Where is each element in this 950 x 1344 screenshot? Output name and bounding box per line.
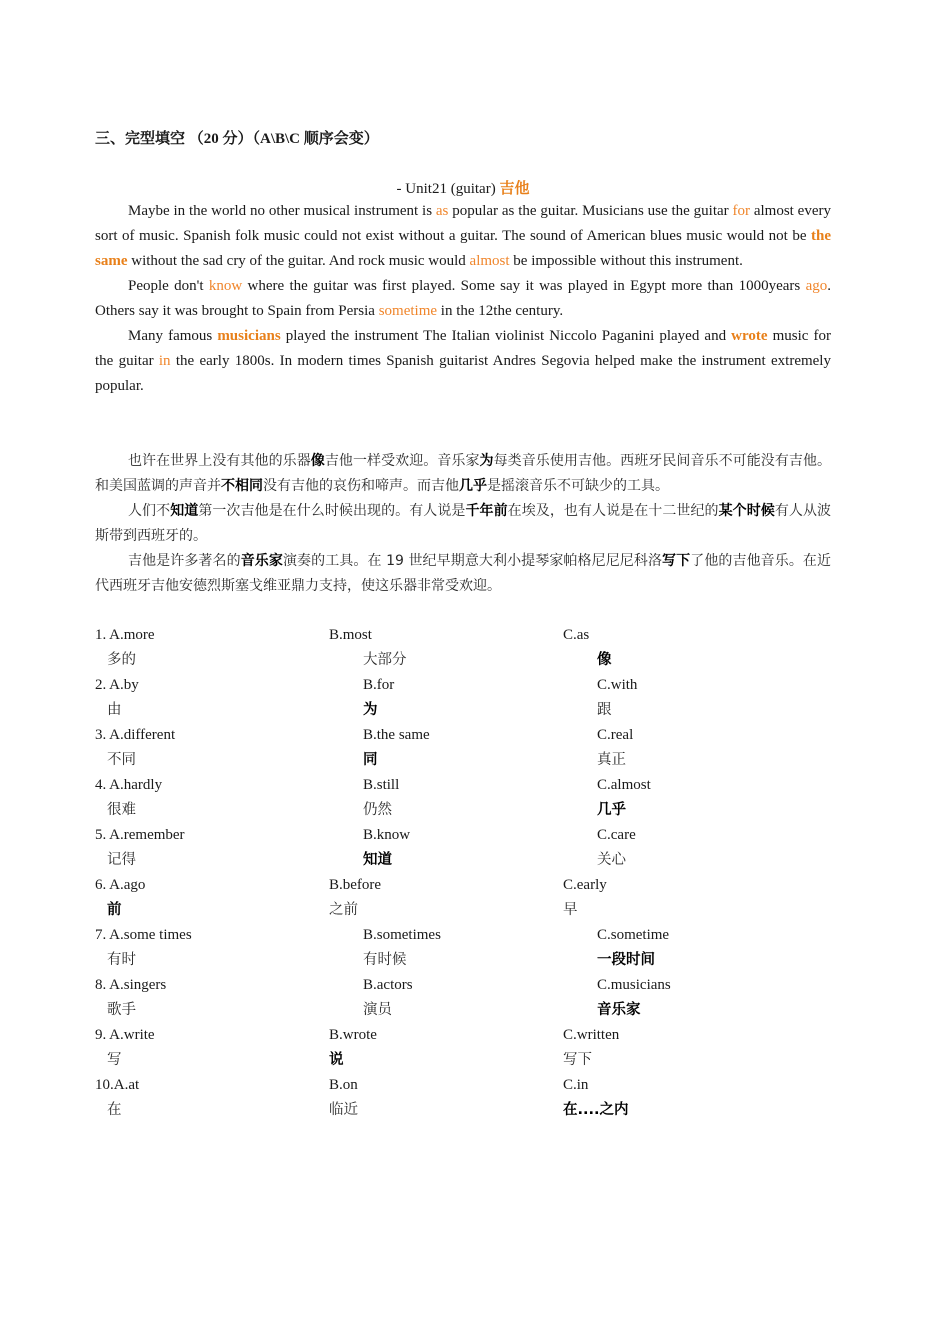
text-run: 了他的吉他音乐。在近代西班牙吉他安德烈斯塞戈维亚鼎力支持，使这乐器非常受欢迎。 [95, 553, 832, 594]
english-paragraph-2 [95, 274, 831, 324]
answer-word: almost [469, 253, 510, 269]
option-5-c: C.care [597, 827, 636, 843]
option-3-c-meaning: 真正 [597, 752, 626, 768]
option-1-c: C.as [563, 627, 590, 643]
answer-word: the same [95, 228, 831, 269]
section-heading: 三、完型填空 （20 分）（A\B\C 顺序会变） [95, 131, 379, 147]
option-6-b: B.before [329, 877, 382, 893]
answer-word: musicians [217, 328, 281, 344]
text-run: the early 1800s. In modern times Spanish guitarist Andres Segovia helped make the instrument extremely popular. [95, 353, 831, 394]
option-8-c-meaning: 音乐家 [597, 1002, 641, 1018]
chinese-translation [95, 449, 831, 599]
option-7-a-meaning: 有时 [107, 952, 136, 968]
option-3-a-meaning: 不同 [107, 752, 136, 768]
option-2-c-meaning: 跟 [597, 702, 612, 718]
english-paragraph-1 [95, 199, 831, 274]
option-1-b: B.most [329, 627, 372, 643]
answer-word: 写下 [662, 553, 691, 569]
option-10-c-meaning: 在....之内 [563, 1102, 629, 1118]
title-cn: 吉他 [499, 181, 530, 197]
option-9-c: C.written [563, 1027, 620, 1043]
text-run: played the instrument The Italian violinist Niccolo Paganini played and [280, 328, 732, 344]
text-run: Many famous [128, 328, 218, 344]
passage-title [0, 177, 926, 198]
option-8-a-meaning: 歌手 [107, 1002, 136, 1018]
option-5-b: B.know [363, 827, 411, 843]
option-1-c-meaning: 像 [597, 652, 612, 668]
text-run: in the 12the century. [437, 303, 564, 319]
option-6-a: 6. A.ago [95, 877, 146, 893]
option-4-c-meaning: 几乎 [597, 802, 626, 818]
option-8-c: C.musicians [597, 977, 671, 993]
answer-word: ago [805, 278, 828, 294]
text-run: almost every sort of music. Spanish folk music could not exist without a guitar. The sound of American blues music would not be [95, 203, 831, 244]
option-3-c: C.real [597, 727, 634, 743]
option-7-a: 7. A.some times [95, 927, 192, 943]
option-3-a: 3. A.different [95, 727, 176, 743]
text-run: 吉他一样受欢迎。音乐家 [324, 453, 480, 469]
option-2-c: C.with [597, 677, 638, 693]
option-9-b-meaning: 说 [329, 1052, 344, 1068]
option-4-a: 4. A.hardly [95, 777, 163, 793]
text-run: popular as the guitar. Musicians use the guitar [448, 203, 733, 219]
option-6-c-meaning: 早 [563, 902, 578, 918]
answer-word: sometime [378, 303, 438, 319]
answer-word: 不相同 [221, 478, 263, 494]
chinese-paragraph-1 [95, 449, 831, 499]
text-run: People don't [128, 278, 209, 294]
option-5-c-meaning: 关心 [597, 852, 626, 868]
option-9-b: B.wrote [329, 1027, 377, 1043]
option-10-c: C.in [563, 1077, 589, 1093]
option-10-b-meaning: 临近 [329, 1102, 358, 1118]
option-10-a: 10.A.at [95, 1077, 140, 1093]
chinese-paragraph-2 [95, 499, 831, 549]
option-8-b-meaning: 演员 [363, 1002, 392, 1018]
option-2-b-meaning: 为 [363, 702, 378, 718]
text-run: where the guitar was first played. Some say it was played in Egypt more than 1000years [242, 278, 806, 294]
answer-word: as [435, 203, 449, 219]
text-run: . Others say it was brought to Spain from Persia [95, 278, 831, 319]
answer-word: for [732, 203, 750, 219]
text-run: music for the guitar [95, 328, 832, 369]
option-5-a: 5. A.remember [95, 827, 185, 843]
option-7-b: B.sometimes [363, 927, 441, 943]
option-7-b-meaning: 有时候 [363, 952, 407, 968]
text-run: be impossible without this instrument. [509, 253, 743, 269]
answer-word: in [158, 353, 171, 369]
option-6-c: C.early [563, 877, 607, 893]
text-run: 在埃及，也有人说是在十二世纪的 [507, 503, 719, 519]
option-6-b-meaning: 之前 [329, 902, 358, 918]
answer-word: 为 [479, 453, 494, 469]
option-9-a-meaning: 写 [107, 1052, 122, 1068]
english-passage [95, 199, 831, 399]
option-4-b: B.still [363, 777, 400, 793]
text-run: 没有吉他的哀伤和啼声。而吉他 [263, 478, 459, 494]
option-3-b: B.the same [363, 727, 430, 743]
chinese-paragraph-3 [95, 549, 831, 599]
answer-word: 千年前 [465, 503, 508, 519]
option-10-a-meaning: 在 [107, 1102, 122, 1118]
option-9-a: 9. A.write [95, 1027, 155, 1043]
option-4-a-meaning: 很难 [107, 802, 136, 818]
option-2-b: B.for [363, 677, 395, 693]
option-9-c-meaning: 写下 [563, 1052, 592, 1068]
option-4-c: C.almost [597, 777, 651, 793]
option-1-a: 1. A.more [95, 627, 155, 643]
option-5-a-meaning: 记得 [107, 852, 136, 868]
answer-word: wrote [731, 328, 768, 344]
option-4-b-meaning: 仍然 [363, 802, 392, 818]
option-7-c: C.sometime [597, 927, 670, 943]
option-5-b-meaning: 知道 [363, 852, 392, 868]
option-1-b-meaning: 大部分 [363, 652, 407, 668]
option-1-a-meaning: 多的 [107, 652, 136, 668]
option-2-a-meaning: 由 [107, 702, 122, 718]
answer-word: 几乎 [459, 478, 487, 494]
answer-word: know [208, 278, 243, 294]
text-run: 人们不 [128, 503, 171, 519]
answer-word: 知道 [170, 503, 199, 519]
english-paragraph-3 [95, 324, 831, 399]
text-run: 是摇滚音乐不可缺少的工具。 [487, 478, 669, 494]
text-run: 也许在世界上没有其他的乐器 [128, 453, 311, 469]
answer-word: 像 [310, 453, 325, 469]
option-6-a-meaning: 前 [107, 902, 122, 918]
text-run: 有人从波斯带到西班牙的。 [95, 503, 832, 544]
option-10-b: B.on [329, 1077, 358, 1093]
option-2-a: 2. A.by [95, 677, 139, 693]
text-run: 演奏的工具。在 19 世纪早期意大利小提琴家帕格尼尼尼科洛 [282, 553, 663, 569]
text-run: 每类音乐使用吉他。西班牙民间音乐不可能没有吉他。和美国蓝调的声音并 [95, 453, 832, 494]
option-8-a: 8. A.singers [95, 977, 167, 993]
text-run: Maybe in the world no other musical instrument is [128, 203, 436, 219]
option-7-c-meaning: 一段时间 [597, 952, 655, 968]
text-run: without the sad cry of the guitar. And rock music would [127, 253, 470, 269]
text-run: 吉他是许多著名的 [128, 553, 241, 569]
option-3-b-meaning: 同 [363, 752, 378, 768]
option-8-b: B.actors [363, 977, 413, 993]
text-run: 第一次吉他是在什么时候出现的。有人说是 [198, 503, 466, 519]
answer-word: 音乐家 [240, 553, 283, 569]
title-prefix: - Unit21 (guitar) [396, 181, 500, 197]
answer-word: 某个时候 [718, 503, 775, 519]
